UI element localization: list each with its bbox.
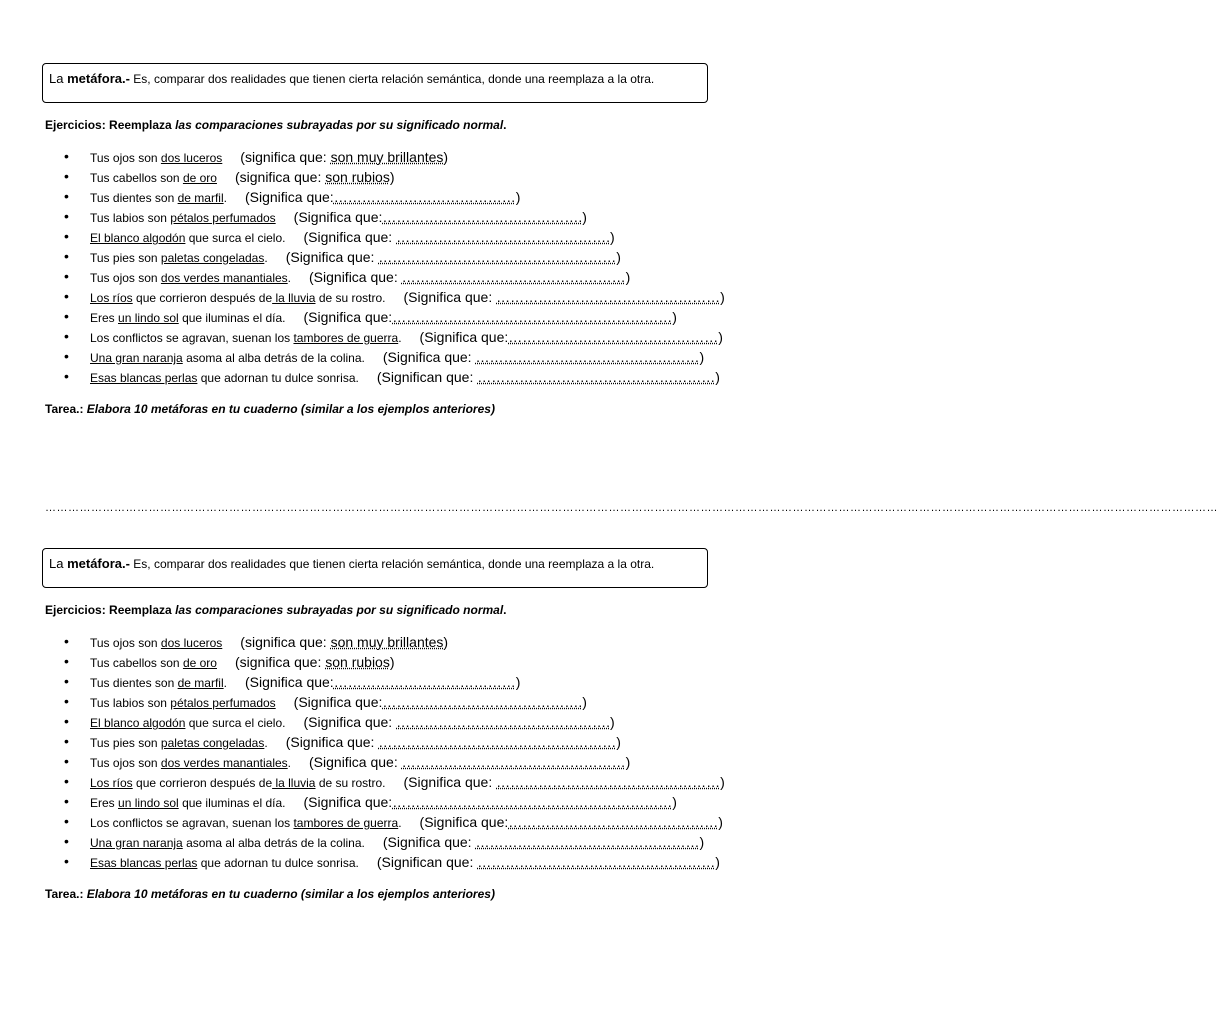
bullet-marker: •	[64, 773, 69, 789]
exercise-list	[64, 634, 725, 874]
item-text: .	[398, 816, 402, 830]
exercise-item	[64, 834, 725, 854]
bullet-marker: •	[64, 148, 69, 164]
instruction-end: .	[503, 603, 507, 617]
bullet-marker: •	[64, 713, 69, 729]
item-text: Tus pies son	[90, 736, 161, 750]
underlined-phrase: de marfil	[177, 676, 224, 690]
item-text: que corrieron después de	[132, 776, 273, 790]
exercise-item	[64, 854, 725, 874]
meaning-close: )	[616, 734, 621, 750]
instruction-bold: Ejercicios: Reemplaza	[45, 118, 176, 132]
exercise-instruction	[45, 602, 507, 618]
task-bold: Tarea.:	[45, 402, 87, 416]
exercise-item	[64, 694, 725, 714]
meaning-label: (Significa que:	[285, 249, 379, 265]
task-italic: Elabora 10 metáforas en tu cuaderno (similar a los ejemplos anteriores)	[86, 402, 495, 416]
underlined-phrase: un lindo sol	[118, 311, 179, 325]
exercise-item	[64, 634, 725, 654]
meaning-close: )	[718, 329, 723, 345]
meaning-close: )	[515, 674, 521, 690]
meaning-label: (Significa que:	[303, 714, 397, 730]
definition-term: metáfora.-	[67, 556, 130, 571]
item-text: asoma al alba detrás de la colina.	[182, 836, 365, 850]
meaning-label: (Significa que:	[303, 794, 393, 810]
item-text: Tus pies son	[90, 251, 161, 265]
meaning-answer: …………………………………	[333, 189, 516, 205]
instruction-bold: Ejercicios: Reemplaza	[45, 603, 176, 617]
item-text: Tus ojos son	[90, 151, 161, 165]
exercise-item	[64, 754, 725, 774]
worksheet-section-1	[0, 63, 768, 443]
exercise-item	[64, 794, 725, 814]
exercise-item	[64, 269, 725, 289]
exercise-item	[64, 369, 725, 389]
meaning-close: )	[389, 169, 395, 185]
meaning-answer: …………………………………	[333, 674, 516, 690]
meaning-close: )	[616, 249, 621, 265]
exercise-item	[64, 229, 725, 249]
exercise-item	[64, 309, 725, 329]
definition-box	[42, 63, 708, 103]
bullet-marker: •	[64, 653, 69, 669]
meaning-answer: ……………………………………….	[396, 229, 610, 245]
item-text: Tus labios son	[90, 696, 171, 710]
exercise-item	[64, 189, 725, 209]
meaning-label: (Significa que:	[382, 834, 476, 850]
bullet-marker: •	[64, 248, 69, 264]
definition-prefix: La	[49, 556, 68, 571]
item-text: .	[264, 251, 268, 265]
underlined-phrase: Una gran naranja	[90, 836, 183, 850]
meaning-answer: …………………………………………	[475, 349, 700, 365]
meaning-answer: …………………………………………	[475, 834, 700, 850]
meaning-label: (Significan que:	[376, 854, 478, 870]
item-text: que surca el cielo.	[185, 231, 286, 245]
meaning-close: )	[443, 634, 449, 650]
bullet-marker: •	[64, 733, 69, 749]
bullet-marker: •	[64, 853, 69, 869]
task-italic: Elabora 10 metáforas en tu cuaderno (similar a los ejemplos anteriores)	[86, 887, 495, 901]
underlined-phrase: Los ríos	[90, 291, 133, 305]
item-text: .	[287, 756, 292, 770]
item-text: .	[264, 736, 268, 750]
meaning-label: (Significa que:	[285, 734, 379, 750]
bullet-marker: •	[64, 268, 69, 284]
meaning-label: (significa que:	[240, 634, 331, 650]
exercise-item	[64, 674, 725, 694]
meaning-label: (Significa que:	[419, 814, 509, 830]
bullet-marker: •	[64, 348, 69, 364]
exercise-item	[64, 249, 725, 269]
underlined-phrase: tambores de guerra	[293, 331, 399, 345]
exercise-item	[64, 289, 725, 309]
homework-task	[45, 886, 495, 902]
exercise-item	[64, 329, 725, 349]
item-text: .	[223, 191, 227, 205]
bullet-marker: •	[64, 168, 69, 184]
exercise-item	[64, 734, 725, 754]
bullet-marker: •	[64, 188, 69, 204]
meaning-answer: ……………………………………………………	[392, 309, 673, 325]
bullet-marker: •	[64, 328, 69, 344]
item-text: que surca el cielo.	[185, 716, 286, 730]
item-text: Tus cabellos son	[90, 171, 183, 185]
instruction-italic: las comparaciones subrayadas por su significado normal	[175, 118, 504, 132]
underlined-phrase: de oro	[182, 171, 217, 185]
meaning-label: (Significa que:	[309, 754, 402, 770]
meaning-label: (Significa que:	[382, 349, 476, 365]
meaning-answer: ……………………………………………	[477, 369, 716, 385]
meaning-label: (significa que:	[234, 654, 326, 670]
meaning-answer: ……………………………………………	[477, 854, 716, 870]
meaning-answer: son muy brillantes	[330, 634, 444, 650]
bullet-marker: •	[64, 793, 69, 809]
underlined-phrase: dos verdes manantiales	[160, 271, 288, 285]
meaning-label: (Significa que:	[403, 289, 497, 305]
meaning-label: (Significa que:	[293, 694, 383, 710]
bullet-marker: •	[64, 228, 69, 244]
item-text: Tus ojos son	[90, 756, 161, 770]
meaning-label: (significa que:	[240, 149, 331, 165]
definition-text: Es, comparar dos realidades que tienen cierta relación semántica, donde una reemplaza a la otra.	[129, 72, 655, 86]
meaning-label: (Significa que:	[303, 309, 393, 325]
meaning-close: )	[609, 229, 615, 245]
definition-term: metáfora.-	[67, 71, 130, 86]
exercise-instruction	[45, 117, 507, 133]
meaning-answer: ……………………………………….	[396, 714, 610, 730]
meaning-close: )	[720, 289, 725, 305]
underlined-phrase: tambores de guerra	[293, 816, 399, 830]
exercise-item	[64, 654, 725, 674]
item-text: Tus ojos son	[90, 636, 161, 650]
underlined-phrase: Una gran naranja	[90, 351, 183, 365]
bullet-marker: •	[64, 368, 69, 384]
item-text: que iluminas el día.	[178, 796, 286, 810]
item-text: de su rostro.	[315, 291, 386, 305]
instruction-end: .	[503, 118, 507, 132]
bullet-marker: •	[64, 288, 69, 304]
exercise-item	[64, 814, 725, 834]
underlined-phrase: paletas congeladas	[160, 251, 265, 265]
underlined-phrase: pétalos perfumados	[170, 211, 276, 225]
item-text: Tus dientes son	[90, 191, 178, 205]
meaning-close: )	[515, 189, 521, 205]
meaning-answer: …………………………………….	[382, 694, 583, 710]
meaning-close: )	[625, 269, 631, 285]
bullet-marker: •	[64, 308, 69, 324]
underlined-phrase: un lindo sol	[118, 796, 179, 810]
exercise-list	[64, 149, 725, 389]
item-text: Tus labios son	[90, 211, 171, 225]
definition-text: Es, comparar dos realidades que tienen cierta relación semántica, donde una reemplaza a la otra.	[129, 557, 655, 571]
meaning-answer: son muy brillantes	[330, 149, 444, 165]
bullet-marker: •	[64, 833, 69, 849]
meaning-close: )	[715, 369, 720, 385]
meaning-label: (Significa que:	[244, 674, 334, 690]
meaning-answer: ……………………………………………	[378, 249, 617, 265]
bullet-marker: •	[64, 673, 69, 689]
meaning-answer: …………………………………….	[382, 209, 583, 225]
item-text: que iluminas el día.	[178, 311, 286, 325]
meaning-label: (Significa que:	[293, 209, 383, 225]
bullet-marker: •	[64, 633, 69, 649]
meaning-close: )	[625, 754, 631, 770]
underlined-phrase: dos luceros	[160, 151, 223, 165]
bullet-marker: •	[64, 753, 69, 769]
cut-line-separator: ………………………………………………………………………………………………………………………………………………………………………………………………………………………………………………………………………………	[45, 502, 1218, 514]
item-text: Tus cabellos son	[90, 656, 183, 670]
meaning-label: (Significa que:	[403, 774, 497, 790]
meaning-label: (significa que:	[234, 169, 326, 185]
item-text: que corrieron después de	[132, 291, 273, 305]
underlined-phrase: dos verdes manantiales	[160, 756, 288, 770]
meaning-close: )	[718, 814, 723, 830]
homework-task	[45, 401, 495, 417]
meaning-close: )	[672, 309, 677, 325]
meaning-answer: …………………………………………	[496, 774, 721, 790]
meaning-close: )	[720, 774, 725, 790]
meaning-answer: ………………………………………	[508, 329, 719, 345]
task-bold: Tarea.:	[45, 887, 87, 901]
underlined-phrase: El blanco algodón	[90, 231, 186, 245]
underlined-phrase: Esas blancas perlas	[90, 856, 198, 870]
meaning-answer: …………………………………………	[496, 289, 721, 305]
item-text: asoma al alba detrás de la colina.	[182, 351, 365, 365]
bullet-marker: •	[64, 693, 69, 709]
meaning-answer: …………………………………………	[401, 269, 626, 285]
underlined-phrase: Esas blancas perlas	[90, 371, 198, 385]
meaning-label: (Significan que:	[376, 369, 478, 385]
meaning-close: )	[672, 794, 677, 810]
meaning-answer: ……………………………………………	[378, 734, 617, 750]
item-text: que adornan tu dulce sonrisa.	[197, 856, 359, 870]
meaning-close: )	[715, 854, 720, 870]
exercise-item	[64, 169, 725, 189]
item-text: Eres	[90, 311, 119, 325]
meaning-answer: son rubios	[325, 169, 390, 185]
underlined-phrase: de oro	[182, 656, 217, 670]
instruction-italic: las comparaciones subrayadas por su significado normal	[175, 603, 504, 617]
item-text: Los conflictos se agravan, suenan los	[90, 331, 294, 345]
underlined-phrase: la lluvia	[272, 291, 316, 305]
definition-box	[42, 548, 708, 588]
exercise-item	[64, 349, 725, 369]
meaning-close: )	[582, 209, 587, 225]
meaning-close: )	[699, 834, 705, 850]
exercise-item	[64, 149, 725, 169]
meaning-close: )	[582, 694, 587, 710]
definition-prefix: La	[49, 71, 68, 86]
item-text: .	[287, 271, 292, 285]
meaning-label: (Significa que:	[419, 329, 509, 345]
exercise-item	[64, 774, 725, 794]
meaning-label: (Significa que:	[303, 229, 397, 245]
meaning-close: )	[609, 714, 615, 730]
underlined-phrase: de marfil	[177, 191, 224, 205]
bullet-marker: •	[64, 813, 69, 829]
item-text: de su rostro.	[315, 776, 386, 790]
meaning-answer: ………………………………………	[508, 814, 719, 830]
meaning-label: (Significa que:	[309, 269, 402, 285]
meaning-answer: ……………………………………………………	[392, 794, 673, 810]
item-text: .	[398, 331, 402, 345]
meaning-answer: …………………………………………	[401, 754, 626, 770]
underlined-phrase: pétalos perfumados	[170, 696, 276, 710]
exercise-item	[64, 209, 725, 229]
meaning-label: (Significa que:	[244, 189, 334, 205]
underlined-phrase: paletas congeladas	[160, 736, 265, 750]
item-text: .	[223, 676, 227, 690]
item-text: que adornan tu dulce sonrisa.	[197, 371, 359, 385]
underlined-phrase: El blanco algodón	[90, 716, 186, 730]
meaning-close: )	[443, 149, 449, 165]
underlined-phrase: Los ríos	[90, 776, 133, 790]
exercise-item	[64, 714, 725, 734]
item-text: Tus ojos son	[90, 271, 161, 285]
item-text: Tus dientes son	[90, 676, 178, 690]
bullet-marker: •	[64, 208, 69, 224]
item-text: Eres	[90, 796, 119, 810]
meaning-close: )	[699, 349, 705, 365]
underlined-phrase: la lluvia	[272, 776, 316, 790]
worksheet-section-2	[0, 548, 768, 928]
item-text: Los conflictos se agravan, suenan los	[90, 816, 294, 830]
meaning-answer: son rubios	[325, 654, 390, 670]
underlined-phrase: dos luceros	[160, 636, 223, 650]
meaning-close: )	[389, 654, 395, 670]
